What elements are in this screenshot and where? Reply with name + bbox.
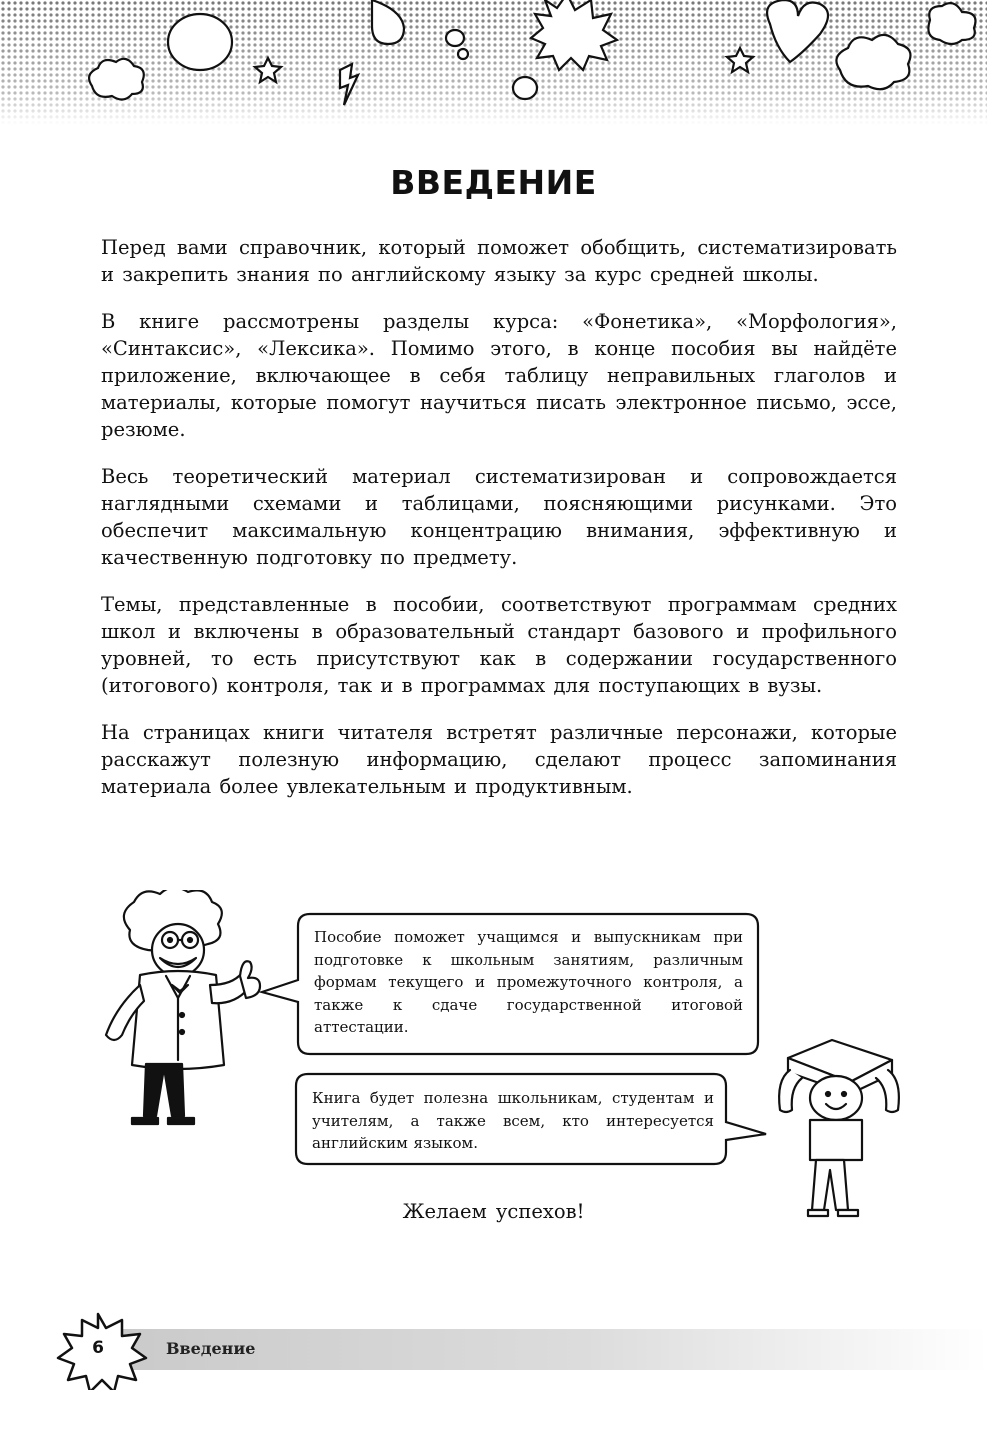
paragraph-3: Весь теоретический материал систематизирован и сопровождается наглядными схемами и таблицами, поясняющими рисунками. Это обеспечит максимальную концентрацию внимания, эффективную и качественную подготовку по предмету. bbox=[101, 465, 897, 569]
body-text bbox=[101, 234, 897, 820]
circle-icon bbox=[458, 49, 468, 59]
page-number: 6 bbox=[92, 1338, 104, 1358]
paragraph-5: На страницах книги читателя встретят различные персонажи, которые расскажут полезную информацию, сделают процесс запоминания материала более увлекательным и продуктивным. bbox=[101, 721, 897, 798]
student-with-book-illustration bbox=[779, 1040, 899, 1216]
circle-icon bbox=[446, 30, 464, 46]
circle-icon bbox=[513, 77, 537, 99]
paragraph-1: Перед вами справочник, который поможет обобщить, систематизировать и закрепить знания по английскому языку за курс средней школы. bbox=[101, 236, 897, 286]
page-title: ВВЕДЕНИЕ bbox=[390, 163, 597, 202]
professor-illustration bbox=[106, 890, 260, 1124]
header-decoration bbox=[0, 0, 987, 125]
footer-section-title: Введение bbox=[166, 1339, 256, 1358]
closing-wish: Желаем успехов! bbox=[402, 1200, 585, 1223]
bubble-student-text: Книга будет полезна школьникам, студентам и учителям, а также всем, кто интересуется английским языком. bbox=[312, 1089, 714, 1152]
paragraph-2: В книге рассмотрены разделы курса: «Фонетика», «Морфология», «Синтаксис», «Лексика». Помимо этого, в конце пособия вы найдёте приложение, включающее в себя таблицу неправильных глаголов и материалы, которые помогут научиться писать электронное письмо, эссе, резюме. bbox=[101, 310, 897, 441]
bubble-professor-text: Пособие поможет учащимся и выпускникам при подготовке к школьным занятиям, различным формам текущего и промежуточного контроля, а также к сдаче государственной итоговой аттестации. bbox=[314, 928, 743, 1036]
circle-icon bbox=[168, 14, 232, 70]
paragraph-4: Темы, представленные в пособии, соответствуют программам средних школ и включены в образовательный стандарт базового и профильного уровней, то есть присутствуют как в содержании государственного (итогового) контроля, так и в программах для поступающих в вузы. bbox=[101, 593, 897, 697]
